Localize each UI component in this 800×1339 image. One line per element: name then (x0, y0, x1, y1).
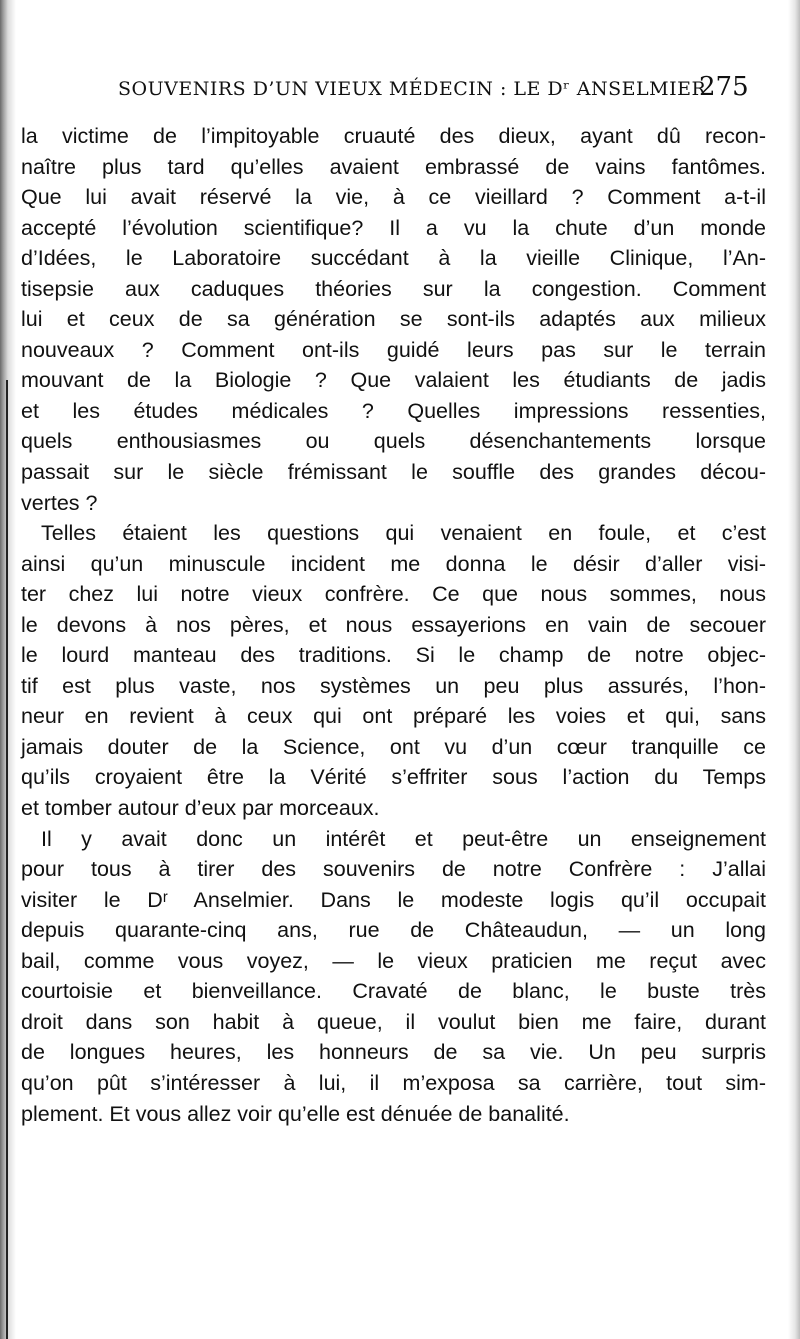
text-line: nouveaux ? Comment ont-ils guidé leurs pas sur le terrain (21, 337, 766, 362)
text-line: courtoisie et bienveillance. Cravaté de blanc, le buste très (21, 979, 766, 1004)
page-right-edge-shadow (788, 0, 800, 1339)
running-title: SOUVENIRS D’UN VIEUX MÉDECIN : LE Dʳ ANSELMIER (118, 78, 707, 100)
text-line: le devons à nos pères, et nous essayerions en vain de secouer (21, 612, 766, 637)
page-number: 275 (699, 72, 749, 102)
text-line: pour tous à tirer des souvenirs de notre Confrère : J’allai (21, 857, 766, 882)
text-line: ainsi qu’un minuscule incident me donna le désir d’aller visi- (21, 551, 766, 576)
text-line: quels enthousiasmes ou quels désenchantements lorsque (21, 429, 766, 454)
text-line: plement. Et vous allez voir qu’elle est dénuée de banalité. (21, 1101, 570, 1126)
page-binding-line (6, 380, 8, 1339)
text-line: qu’on pût s’intéresser à lui, il m’exposa sa carrière, tout sim- (21, 1070, 766, 1095)
text-line: jamais douter de la Science, ont vu d’un cœur tranquille ce (21, 734, 766, 759)
text-line: et tomber autour d’eux par morceaux. (21, 796, 380, 821)
text-line: tif est plus vaste, nos systèmes un peu plus assurés, l’hon- (21, 673, 766, 698)
text-line: et les études médicales ? Quelles impressions ressenties, (21, 398, 766, 423)
text-line: passait sur le siècle frémissant le souffle des grandes décou- (21, 460, 766, 485)
text-line: ter chez lui notre vieux confrère. Ce que nous sommes, nous (21, 582, 766, 607)
text-line: lui et ceux de sa génération se sont-ils adaptés aux milieux (21, 307, 766, 332)
text-line: de longues heures, les honneurs de sa vie. Un peu surpris (21, 1040, 766, 1065)
text-line: droit dans son habit à queue, il voulut bien me faire, durant (21, 1009, 766, 1034)
text-line: le lourd manteau des traditions. Si le champ de notre objec- (21, 643, 766, 668)
text-line: Il y avait donc un intérêt et peut-être un enseignement (41, 826, 766, 851)
body-text (21, 121, 766, 1129)
text-line: Telles étaient les questions qui venaient en foule, et c’est (41, 521, 766, 546)
text-line: visiter le Dʳ Anselmier. Dans le modeste logis qu’il occupait (21, 887, 766, 912)
text-line: naître plus tard qu’elles avaient embrassé de vains fantômes. (21, 154, 766, 179)
page-left-edge-shadow (0, 0, 16, 1339)
text-line: accepté l’évolution scientifique? Il a vu la chute d’un monde (21, 215, 766, 240)
text-line: d’Idées, le Laboratoire succédant à la vieille Clinique, l’An- (21, 246, 766, 271)
text-line: Que lui avait réservé la vie, à ce vieillard ? Comment a-t-il (21, 185, 766, 210)
text-line: mouvant de la Biologie ? Que valaient les étudiants de jadis (21, 368, 766, 393)
text-line: depuis quarante-cinq ans, rue de Châteaudun, — un long (21, 918, 766, 943)
text-line: la victime de l’impitoyable cruauté des dieux, ayant dû recon- (21, 124, 766, 148)
page-header (0, 72, 800, 112)
text-line: bail, comme vous voyez, — le vieux praticien me reçut avec (21, 948, 766, 973)
text-line: neur en revient à ceux qui ont préparé les voies et qui, sans (21, 704, 766, 729)
text-line: tisepsie aux caduques théories sur la congestion. Comment (21, 276, 766, 301)
text-line: qu’ils croyaient être la Vérité s’effriter sous l’action du Temps (21, 765, 766, 790)
text-line: vertes ? (21, 490, 98, 515)
